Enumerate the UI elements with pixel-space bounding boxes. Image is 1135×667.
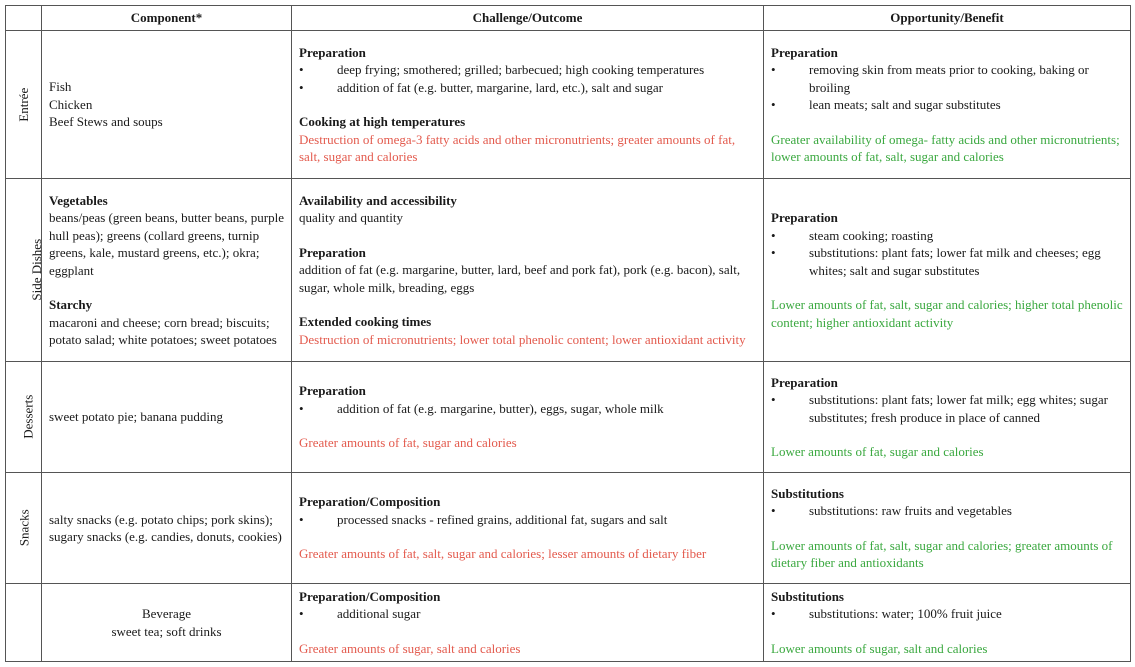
outcome-text: Greater amounts of sugar, salt and calories [299, 640, 521, 656]
challenge-text: addition of fat (e.g. margarine, butter, lard, beef and pork fat), pork (e.g. bacon), salt, sugar, whole milk, breading, eggs [299, 262, 741, 295]
benefit-text: Lower amounts of sugar, salt and calories [771, 640, 988, 656]
category-cell [6, 179, 45, 362]
section-heading: Extended cooking times [299, 314, 432, 330]
bullet-item: • removing skin from meats prior to cooking, baking or broiling [771, 61, 1123, 96]
outcome-text: Destruction of omega-3 fatty acids and other micronutrients; greater amounts of fat, salt, sugar and calories [299, 131, 736, 164]
benefit-text: Lower amounts of fat, salt, sugar and calories; greater amounts of dietary fiber and antioxidants [771, 537, 1113, 570]
category-cell [6, 473, 42, 584]
component-line: Fish [49, 79, 72, 95]
header-component: Component* [42, 6, 292, 31]
foods-table [5, 5, 1131, 662]
component-cell [42, 362, 292, 473]
bullet-item: • substitutions: plant fats; lower fat milk; egg whites; sugar substitutes; fresh produce in place of canned [771, 391, 1123, 426]
benefit-text: Lower amounts of fat, salt, sugar and calories; higher total phenolic content; higher antioxidant activity [771, 297, 1123, 330]
opportunity-cell [764, 584, 1131, 662]
category-label: Desserts [20, 394, 36, 440]
component-cell [42, 584, 292, 662]
section-heading: Availability and accessibility [299, 192, 457, 208]
bullet-item: • lean meats; salt and sugar substitutes [771, 96, 1123, 114]
header-blank [6, 6, 42, 31]
component-line: salty snacks (e.g. potato chips; pork skins); sugary snacks (e.g. candies, donuts, cookies) [49, 511, 282, 544]
component-text: beans/peas (green beans, butter beans, purple hull peas); greens (collard greens, turnip greens, kale, mustard greens, etc.); okra; eggplant [49, 210, 284, 278]
opportunity-cell [764, 473, 1131, 584]
bullet-item: • deep frying; smothered; grilled; barbecued; high cooking temperatures [299, 61, 756, 79]
component-text: macaroni and cheese; corn bread; biscuits; potato salad; white potatoes; sweet potatoes [49, 314, 277, 347]
table-row [6, 584, 1131, 662]
bullet-item: • substitutions: water; 100% fruit juice [771, 605, 1123, 623]
opportunity-cell [764, 362, 1131, 473]
component-line: sweet potato pie; banana pudding [49, 409, 224, 425]
category-label: Snacks [16, 509, 32, 547]
header-row [6, 6, 1131, 31]
section-heading: Preparation/Composition [299, 494, 441, 510]
component-line: sweet tea; soft drinks [111, 623, 222, 639]
category-label: Side Dishes [29, 239, 45, 301]
section-heading: Vegetables [49, 192, 108, 208]
section-heading: Preparation [299, 383, 366, 399]
header-challenge: Challenge/Outcome [292, 6, 764, 31]
challenge-cell [292, 362, 764, 473]
category-cell [6, 584, 42, 662]
benefit-text: Lower amounts of fat, sugar and calories [771, 444, 984, 459]
table-row [6, 473, 1131, 584]
section-heading: Substitutions [771, 485, 844, 501]
benefit-text: Greater availability of omega- fatty acids and other micronutrients; lower amounts of fat, salt, sugar and calories [771, 131, 1120, 164]
outcome-text: Greater amounts of fat, salt, sugar and calories; lesser amounts of dietary fiber [299, 546, 707, 562]
section-heading: Preparation [299, 244, 366, 260]
section-heading: Substitutions [771, 588, 844, 604]
category-cell [6, 362, 42, 473]
challenge-text: quality and quantity [299, 210, 403, 226]
outcome-text: Greater amounts of fat, sugar and calories [299, 435, 517, 451]
outcome-text: Destruction of micronutrients; lower total phenolic content; lower antioxidant activity [299, 331, 746, 347]
section-heading: Starchy [49, 297, 93, 312]
opportunity-cell [764, 31, 1131, 179]
bullet-item: • addition of fat (e.g. margarine, butter), eggs, sugar, whole milk [299, 400, 756, 418]
component-line: Chicken [49, 96, 93, 112]
component-cell [42, 179, 292, 362]
header-opportunity: Opportunity/Benefit [764, 6, 1131, 31]
bullet-item: • steam cooking; roasting [771, 227, 1123, 245]
section-heading: Preparation [299, 44, 366, 60]
opportunity-cell [764, 179, 1131, 362]
section-heading: Preparation [771, 374, 838, 390]
bullet-item: • substitutions: raw fruits and vegetables [771, 502, 1123, 520]
challenge-cell [292, 473, 764, 584]
section-heading: Cooking at high temperatures [299, 114, 466, 129]
challenge-cell [292, 584, 764, 662]
component-line: Beef Stews and soups [49, 114, 163, 130]
section-heading: Preparation [771, 210, 838, 225]
component-cell [42, 473, 292, 584]
section-heading: Preparation/Composition [299, 588, 441, 604]
bullet-item: • processed snacks - refined grains, additional fat, sugars and salt [299, 511, 756, 529]
table-row [6, 362, 1131, 473]
bullet-item: • additional sugar [299, 605, 756, 623]
category-label: Entrée [15, 87, 31, 122]
challenge-cell [292, 31, 764, 179]
component-line: Beverage [141, 606, 192, 621]
bullet-item: • substitutions: plant fats; lower fat milk and cheeses; egg whites; salt and sugar substitutes [771, 244, 1123, 279]
table-row [6, 179, 1131, 362]
section-heading: Preparation [771, 44, 838, 60]
bullet-item: • addition of fat (e.g. butter, margarine, lard, etc.), salt and sugar [299, 79, 756, 97]
component-cell [42, 31, 292, 179]
table-row [6, 31, 1131, 179]
challenge-cell [292, 179, 764, 362]
category-cell [6, 31, 42, 179]
